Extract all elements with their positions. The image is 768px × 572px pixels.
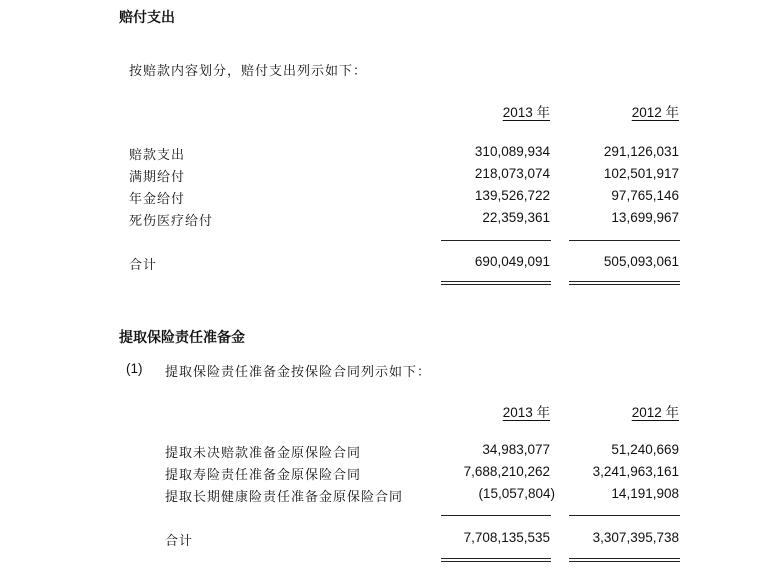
subtotal-rule bbox=[569, 515, 680, 516]
row-label: 赔款支出 bbox=[129, 148, 186, 163]
row-value-2013: 218,073,074 bbox=[474, 166, 550, 181]
subtotal-rule bbox=[441, 240, 551, 241]
row-value-2012: 3,241,963,161 bbox=[592, 464, 679, 479]
year-header-2013: 2013 年 bbox=[502, 405, 550, 420]
row-value-2013: 310,089,934 bbox=[474, 144, 550, 159]
row-value-2013: 34,983,077 bbox=[482, 442, 550, 457]
year-header-2012: 2012 年 bbox=[631, 105, 679, 120]
row-value-2012: 13,699,967 bbox=[611, 210, 679, 225]
total-double-rule bbox=[441, 281, 551, 282]
row-label: 提取寿险责任准备金原保险合同 bbox=[165, 468, 362, 483]
section1-intro: 按赔款内容划分，赔付支出列示如下： bbox=[129, 64, 368, 79]
total-value-2013: 7,708,135,535 bbox=[463, 530, 550, 545]
row-value-2012: 14,191,908 bbox=[611, 486, 679, 501]
section2-title: 提取保险责任准备金 bbox=[119, 330, 245, 346]
total-double-rule bbox=[441, 284, 551, 285]
row-value-2013: 139,526,722 bbox=[474, 188, 550, 203]
total-double-rule bbox=[569, 281, 680, 282]
row-label: 提取未决赔款准备金原保险合同 bbox=[165, 446, 362, 461]
section1-title: 赔付支出 bbox=[119, 10, 175, 26]
year-header-2013: 2013 年 bbox=[502, 105, 550, 120]
row-value-2013: (15,057,804) bbox=[478, 486, 555, 501]
section2-intro: 提取保险责任准备金按保险合同列示如下： bbox=[165, 365, 432, 380]
total-label: 合计 bbox=[129, 258, 158, 273]
row-value-2012: 102,501,917 bbox=[603, 166, 679, 181]
total-value-2012: 3,307,395,738 bbox=[592, 530, 679, 545]
row-value-2012: 97,765,146 bbox=[611, 188, 679, 203]
row-label: 年金给付 bbox=[129, 192, 186, 207]
row-label: 提取长期健康险责任准备金原保险合同 bbox=[165, 490, 404, 505]
total-double-rule bbox=[441, 561, 551, 562]
total-value-2013: 690,049,091 bbox=[474, 254, 550, 269]
row-value-2012: 291,126,031 bbox=[603, 144, 679, 159]
total-label: 合计 bbox=[165, 534, 194, 549]
total-double-rule bbox=[569, 558, 680, 559]
row-label: 满期给付 bbox=[129, 170, 186, 185]
subtotal-rule bbox=[569, 240, 680, 241]
row-value-2012: 51,240,669 bbox=[611, 442, 679, 457]
row-value-2013: 22,359,361 bbox=[482, 210, 550, 225]
row-value-2013: 7,688,210,262 bbox=[463, 464, 550, 479]
total-value-2012: 505,093,061 bbox=[603, 254, 679, 269]
total-double-rule bbox=[441, 558, 551, 559]
year-header-2012: 2012 年 bbox=[631, 405, 679, 420]
item-number: (1) bbox=[126, 361, 143, 376]
subtotal-rule bbox=[441, 515, 551, 516]
row-label: 死伤医疗给付 bbox=[129, 214, 214, 229]
total-double-rule bbox=[569, 284, 680, 285]
total-double-rule bbox=[569, 561, 680, 562]
